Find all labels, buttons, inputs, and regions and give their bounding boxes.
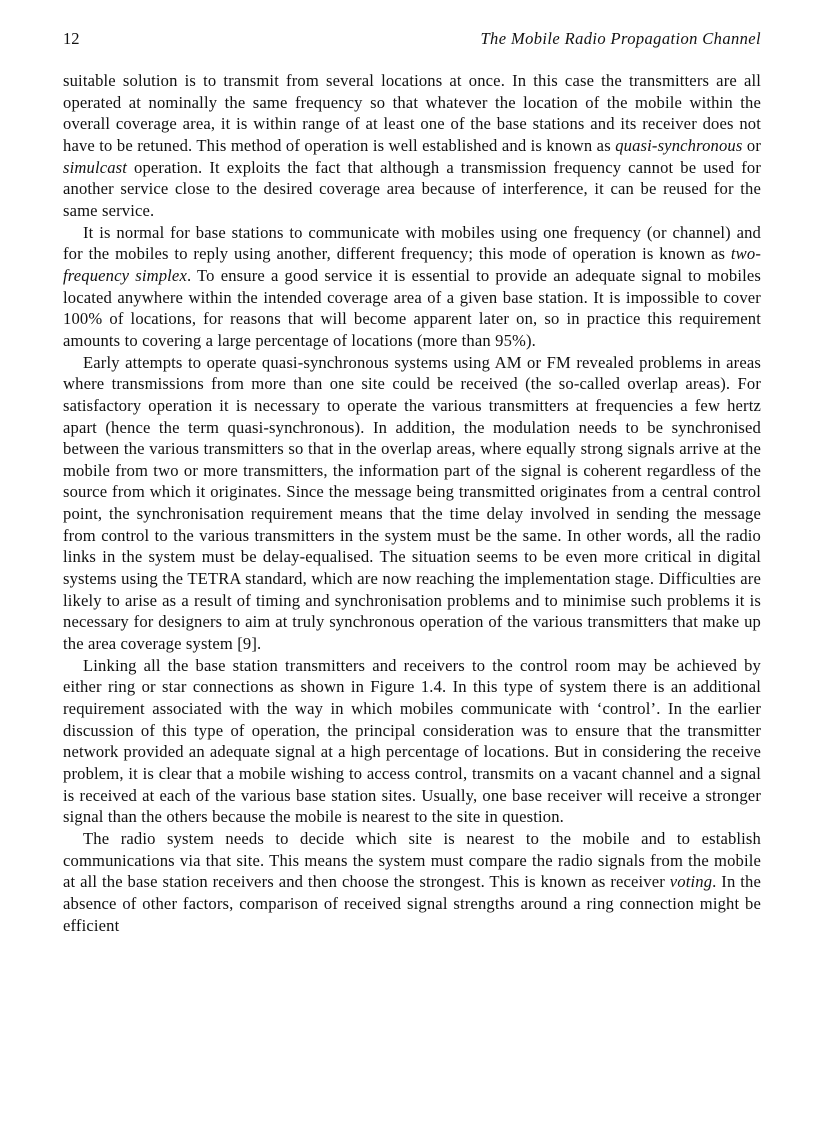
paragraph-text: . In the absence of other factors, comparison of received signal strengths around a ring connection might be efficient — [63, 872, 761, 935]
paragraph-frequency-simplex — [63, 222, 761, 352]
paragraph-quasi-synchronous: Early attempts to operate quasi-synchronous systems using AM or FM revealed problems in areas where transmissions from more than one site could be received (the so-called overlap areas). For satisfactory operation it is necessary to operate the various transmitters at frequencies a few hertz apart (hence the term quasi-synchronous). In addition, the modulation needs to be synchronised between the various transmitters so that in the overlap areas, where equally strong signals arrive at the mobile from two or more transmitters, the information part of the signal is coherent regardless of the source from which it originates. Since the message being transmitted originates from a central control point, the synchronisation requirement means that the time delay involved in sending the message from control to the various transmitters in the system must be the same. In other words, all the radio links in the system must be delay-equalised. The situation seems to be even more critical in digital systems using the TETRA standard, which are now reaching the implementation stage. Difficulties are likely to arise as a result of timing and synchronisation problems and to minimise such problems it is necessary for designers to aim at truly synchronous operation of the various transmitters that make up the area coverage system [9]. — [63, 352, 761, 654]
emphasis-term: quasi-synchronous — [615, 135, 743, 155]
paragraph-text: The radio system needs to decide which site is nearest to the mobile and to establish communications via that site. This means the system must compare the radio signals from the mobile at all the base station receivers and then choose the strongest. This is known as receiver — [63, 828, 761, 892]
paragraph-text: operation. It exploits the fact that although a transmission frequency cannot be used for another service close to the desired coverage area because of interference, it can be reused for the same service. — [63, 157, 761, 220]
emphasis-term: voting — [669, 872, 713, 892]
paragraph-text: or — [742, 135, 761, 155]
running-title: The Mobile Radio Propagation Channel — [480, 29, 761, 48]
paragraph-continuation — [63, 70, 761, 222]
paragraph-linking-base-stations: Linking all the base station transmitters and receivers to the control room may be achieved by either ring or star connections as shown in Figure 1.4. In this type of system there is an additional requirement associated with the way in which mobiles communicate with ‘control’. In the earlier discussion of this type of operation, the principal consideration was to ensure that the transmitter network provided an adequate signal at a high percentage of locations. But in considering the receive problem, it is clear that a mobile wishing to access control, transmits on a vacant channel and a signal is received at each of the various base station sites. Usually, one base receiver will receive a stronger signal than the others because the mobile is nearest to the site in question. — [63, 655, 761, 827]
paragraph-receiver-voting — [63, 828, 761, 936]
emphasis-term: two-frequency simplex — [63, 244, 761, 285]
emphasis-term: simulcast — [63, 157, 128, 177]
paragraph-text: suitable solution is to transmit from several locations at once. In this case the transmitters are all operated at nominally the same frequency so that whatever the location of the mobile within the overall coverage area, it is within range of at least one of the base stations and its receiver does not have to be retuned. This method of operation is well established and is known as — [63, 71, 761, 155]
page-number: 12 — [63, 29, 80, 48]
page-header — [63, 28, 761, 50]
document-page — [63, 28, 761, 936]
paragraph-text: . To ensure a good service it is essential to provide an adequate signal to mobiles located anywhere within the intended coverage area of a given base station. It is impossible to cover 100% of locations, for reasons that will become apparent later on, so in practice this requirement amounts to covering a large percentage of locations (more than 95%). — [63, 265, 761, 350]
paragraph-text: It is normal for base stations to communicate with mobiles using one frequency (or channel) and for the mobiles to reply using another, different frequency; this mode of operation is known as — [63, 222, 761, 264]
body-text — [63, 70, 761, 936]
